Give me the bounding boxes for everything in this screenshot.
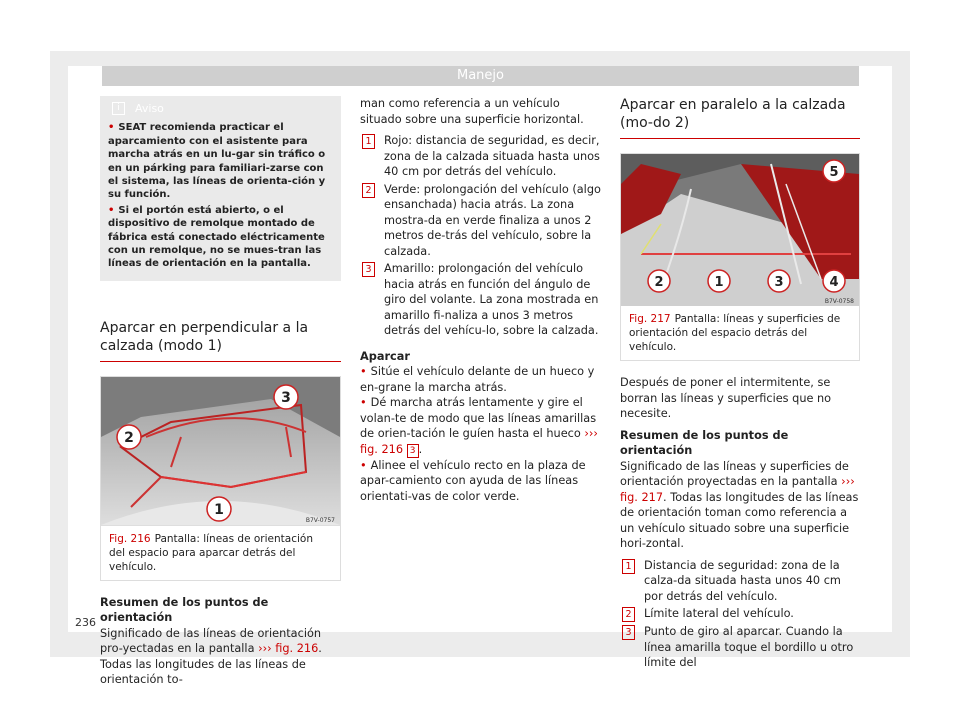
note-item: • SEAT recomienda practicar el aparcamiento con el asistente para marcha atrás en un lu-gar sin tráfico o en un párking para familiari-zarse con el sistema, las líneas de orienta-ción y su función.: [108, 122, 326, 201]
figure-217: [620, 153, 860, 361]
note-header: [108, 102, 333, 115]
info-icon: i: [112, 102, 125, 115]
figure-link[interactable]: ››› fig. 217: [620, 475, 855, 504]
note-box: [100, 96, 341, 281]
figure-code: B7V-0758: [824, 298, 854, 305]
callout-2: 2: [654, 275, 664, 290]
figure-code: B7V-0757: [305, 516, 335, 524]
list-item: 2 Verde: prolongación del vehículo (algo ensanchada) hacia atrás. La zona mostra-da en verde finaliza a unos 2 metros de-trás del vehículo, sobre la calzada.: [360, 182, 602, 260]
section-title: Aparcar en perpendicular a la calzada (modo 1): [100, 319, 341, 362]
figure-216: [100, 376, 341, 581]
list-item: 3 Amarillo: prolongación del vehículo hacia atrás en función del ángulo de giro del volante. La zona mostrada en amarillo fi-naliza a unos 3 metros detrás del vehícu-lo, sobre la calzada.: [360, 261, 602, 339]
note-title: Aviso: [135, 102, 164, 115]
column-1: [100, 96, 341, 688]
callout-4: 4: [829, 275, 839, 290]
callout-1: 1: [214, 501, 224, 518]
bullet-item: • Dé marcha atrás lentamente y gire el volan-te de modo que las líneas amarillas de orien-tación le guíen hasta el hueco ››› fig. 216 3 .: [360, 396, 598, 456]
paragraph: man como referencia a un vehículo situado sobre una superficie horizontal.: [360, 97, 584, 126]
figure-link[interactable]: ››› fig. 216: [360, 427, 598, 456]
section-title: Aparcar en paralelo a la calzada (mo-do 2): [620, 96, 860, 139]
figure-link[interactable]: ››› fig. 216: [258, 642, 319, 656]
list-item: 1 Distancia de seguridad: zona de la calza-da situada hasta unos 40 cm por detrás del vehículo.: [620, 558, 860, 605]
bullet-item: • Sitúe el vehículo delante de un hueco y en-grane la marcha atrás.: [360, 365, 595, 394]
running-header: Manejo: [102, 66, 859, 86]
subheading: Aparcar: [360, 349, 410, 363]
callout-5: 5: [829, 165, 839, 180]
column-2: [360, 96, 602, 504]
figure-caption: Fig. 216 Pantalla: líneas de orientación del espacio para aparcar detrás del vehículo.: [109, 532, 313, 573]
subheading: Resumen de los puntos de orientación: [620, 428, 789, 457]
callout-3: 3: [774, 275, 784, 290]
column-3: [620, 96, 860, 673]
figure-caption: Fig. 217 Pantalla: líneas y superficies de orientación del espacio detrás del vehículo.: [629, 313, 841, 353]
callout-2: 2: [124, 429, 134, 446]
bullet-item: • Alinee el vehículo recto en la plaza de apar-camiento con ayuda de las líneas orientati-vas de color verde.: [360, 458, 586, 503]
parking-camera-image-mode-2: [621, 154, 859, 306]
parking-camera-image-mode-1: [101, 377, 340, 526]
list-item: 2 Límite lateral del vehículo.: [620, 606, 860, 622]
note-item: • Si el portón está abierto, o el dispositivo de remolque montado de fábrica está conectado eléctricamente con un remolque, no se mues-tran las líneas de orientación en la pantalla.: [108, 204, 325, 270]
callout-1: 1: [714, 275, 724, 290]
paragraph: Significado de las líneas y superficies de orientación proyectadas en la pantalla ››› fig. 217. Todas las longitudes de las líneas de orientación toman como referencia a un vehículo situado sobre una superficie hori-zontal.: [620, 459, 859, 550]
list-item: 1 Rojo: distancia de seguridad, es decir, zona de la calzada situada hasta unos 40 cm por detrás del vehículo.: [360, 133, 602, 180]
page-number: 236: [75, 616, 96, 629]
subheading: Resumen de los puntos de orientación: [100, 595, 269, 625]
paragraph: Después de poner el intermitente, se borran las líneas y superficies que no necesite.: [620, 376, 832, 420]
paragraph: Significado de las líneas de orientación pro-yectadas en la pantalla ››› fig. 216. Todas las longitudes de las líneas de orientación to-: [100, 626, 322, 687]
list-item: 3 Punto de giro al aparcar. Cuando la línea amarilla toque el bordillo u otro límite del: [620, 624, 860, 671]
callout-3: 3: [281, 389, 291, 406]
